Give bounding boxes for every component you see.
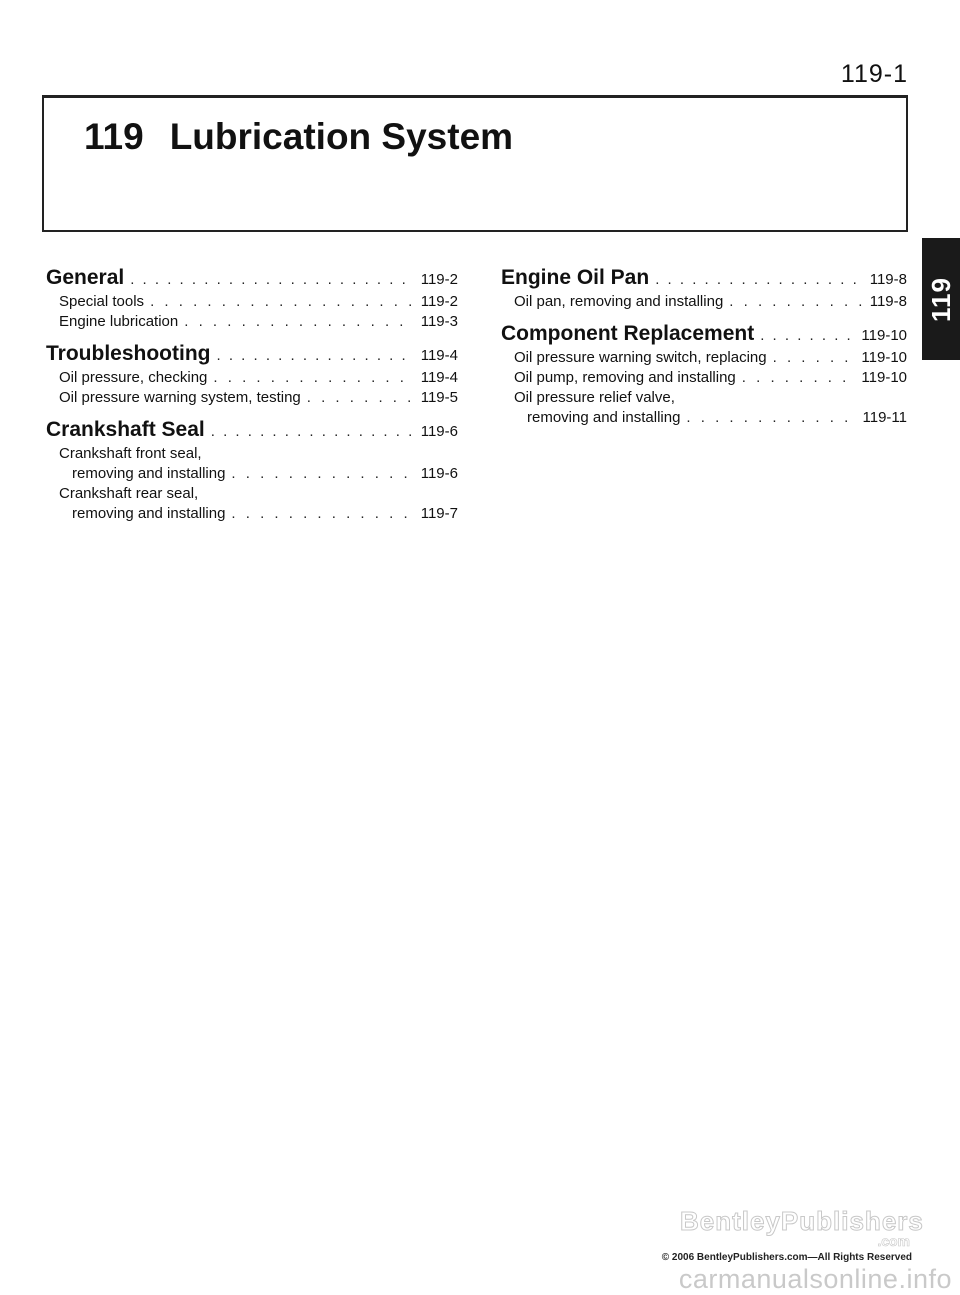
toc-page: 119-2 xyxy=(420,293,458,310)
toc-label-rear-seal: Crankshaft rear seal, xyxy=(59,485,199,502)
toc-label: Oil pressure warning switch, replacing xyxy=(514,349,767,366)
toc-entry-special-tools[interactable] xyxy=(46,292,458,312)
toc-entry-general[interactable] xyxy=(46,266,458,292)
chapter-title xyxy=(84,116,513,158)
toc-entry-warning-system-testing[interactable] xyxy=(46,388,458,408)
toc-page: 119-4 xyxy=(420,369,458,386)
toc-page: 119-4 xyxy=(420,347,458,364)
page-number: 119-1 xyxy=(840,60,908,88)
toc-page: 119-8 xyxy=(869,271,907,288)
toc-page: 119-6 xyxy=(420,465,458,482)
toc-heading: Engine Oil Pan xyxy=(501,266,650,289)
toc-entry-component-replacement[interactable] xyxy=(501,322,907,348)
toc-entry-rear-seal[interactable] xyxy=(46,504,458,524)
leader-dots xyxy=(742,368,856,388)
leader-dots xyxy=(231,464,414,484)
toc-entry-troubleshooting[interactable] xyxy=(46,342,458,368)
toc-label-relief-valve: Oil pressure relief valve, xyxy=(514,389,675,406)
leader-dots xyxy=(231,504,414,524)
toc-entry-oil-pan-removing[interactable] xyxy=(501,292,907,312)
toc-label: Oil pressure warning system, testing xyxy=(59,389,301,406)
toc-label: Oil pressure, checking xyxy=(59,369,208,386)
toc-page: 119-7 xyxy=(420,505,458,522)
toc-label: Oil pan, removing and installing xyxy=(514,293,724,310)
toc-page: 119-10 xyxy=(861,327,907,344)
leader-dots xyxy=(216,344,414,368)
toc-page: 119-10 xyxy=(861,369,907,386)
side-tab-label: 119 xyxy=(925,276,956,322)
leader-dots xyxy=(130,268,415,292)
copyright-notice: © 2006 BentleyPublishers.com—All Rights Reserved xyxy=(661,1252,912,1263)
publisher-watermark-domain: .com xyxy=(877,1233,910,1249)
toc-left-column xyxy=(46,266,458,524)
toc-label: Engine lubrication xyxy=(59,313,179,330)
toc-entry-engine-lubrication[interactable] xyxy=(46,312,458,332)
leader-dots xyxy=(729,292,863,312)
toc-page: 119-5 xyxy=(420,389,458,406)
toc-label: Oil pump, removing and installing xyxy=(514,369,736,386)
leader-dots xyxy=(211,420,415,444)
chapter-name: Lubrication System xyxy=(169,116,514,157)
toc-label: Special tools xyxy=(59,293,145,310)
toc-entry-crankshaft-seal[interactable] xyxy=(46,418,458,444)
site-watermark: carmanualsonline.info xyxy=(678,1264,952,1294)
toc-heading: Component Replacement xyxy=(501,322,755,345)
toc-entry-relief-valve[interactable] xyxy=(501,408,907,428)
toc-page: 119-10 xyxy=(861,349,907,366)
toc-heading: General xyxy=(46,266,125,289)
toc-label: removing and installing xyxy=(72,465,226,482)
toc-entry-warning-switch[interactable] xyxy=(501,348,907,368)
toc-heading: Troubleshooting xyxy=(46,342,211,365)
toc-page: 119-3 xyxy=(420,313,458,330)
leader-dots xyxy=(655,268,864,292)
chapter-number: 119 xyxy=(84,116,144,157)
publisher-watermark: BentleyPublishers xyxy=(680,1206,924,1236)
toc-page: 119-2 xyxy=(420,271,458,288)
toc-page: 119-6 xyxy=(420,423,458,440)
leader-dots xyxy=(184,312,414,332)
toc-page: 119-11 xyxy=(862,409,907,426)
leader-dots xyxy=(686,408,856,428)
toc-entry-engine-oil-pan[interactable] xyxy=(501,266,907,292)
toc-label-front-seal: Crankshaft front seal, xyxy=(59,445,202,462)
leader-dots xyxy=(213,368,414,388)
toc-entry-oil-pressure-checking[interactable] xyxy=(46,368,458,388)
toc-entry-front-seal[interactable] xyxy=(46,464,458,484)
toc-right-column xyxy=(501,266,907,428)
leader-dots xyxy=(150,292,415,312)
leader-dots xyxy=(307,388,415,408)
chapter-title-box xyxy=(42,95,908,232)
leader-dots xyxy=(760,324,855,348)
toc-page: 119-8 xyxy=(869,293,907,310)
toc-entry-oil-pump[interactable] xyxy=(501,368,907,388)
leader-dots xyxy=(773,348,856,368)
toc-label: removing and installing xyxy=(527,409,681,426)
chapter-side-tab xyxy=(922,238,960,360)
toc-label: removing and installing xyxy=(72,505,226,522)
toc-heading: Crankshaft Seal xyxy=(46,418,205,441)
